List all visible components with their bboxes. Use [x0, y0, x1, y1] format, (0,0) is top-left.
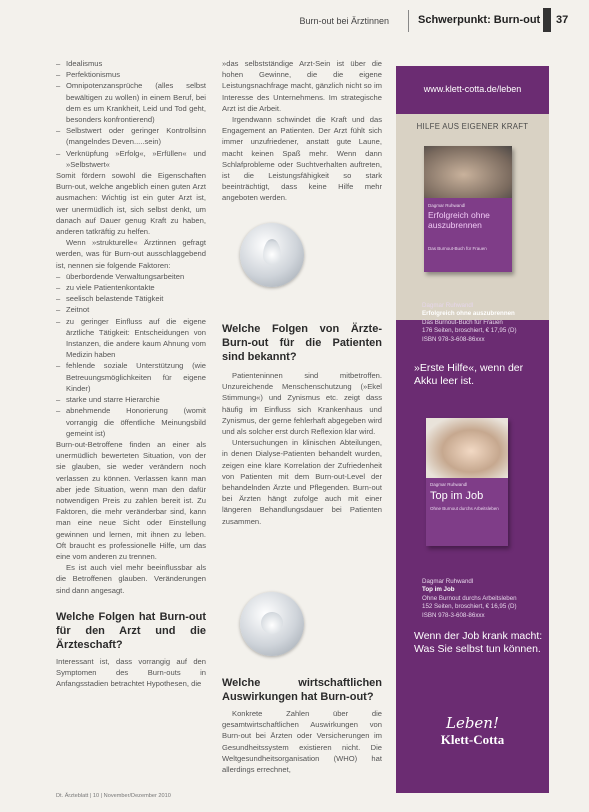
- list-item: – fehlende soziale Unterstützung (wie Betreuungsmöglichkeiten für eigene Kinder): [66, 360, 206, 394]
- section-heading: Welche wirtschaftlichen Auswirkungen hat Burn-out?: [222, 677, 382, 703]
- book-quote-1: »Erste Hilfe«, wenn der Akku leer ist.: [414, 362, 524, 387]
- text-column-2: [222, 58, 382, 204]
- book-title: Top im Job: [422, 586, 455, 594]
- section-heading: Welche Folgen hat Burn-out für den Arzt und die Ärzteschaft?: [56, 610, 206, 651]
- list-item: – abnehmende Honorierung (womit vorrangig die öffentliche Meinungsbild gemeint ist): [66, 405, 206, 439]
- paragraph: »das selbstständige Arzt-Sein ist über die hohen Gewinne, die die eigene Leistungsnachfrage macht, gänzlich nicht so im Interesse des Unternehmens. Im strategische Arzt ist die Arbeit.: [222, 59, 382, 113]
- book-isbn: ISBN 978-3-608-86xxx: [422, 335, 485, 343]
- paragraph: Patienteninnen sind mitbetroffen. Unzureichende Menschenschutzung (»Ekel Stimmung«) und Zynismus etc. zeigt dass häufig im Einfluss sich Krankenhaus und Zynismus, der gerne fehlerhaft abgegeben wird und als solcher erst durch Reflexion klar wird.: [222, 371, 382, 437]
- paragraph: Irgendwann schwindet die Kraft und das Engagement an Patienten. Der Arzt fühlt sich immer unzufriedener, anstatt gute Laune, macht keinen Spaß mehr. Wenn dann Schlafprobleme oder Suchtverhalten auftreten, ist die Leistungsfähigkeit so stark beeinträchtigt, dass keine Hilfe mehr angeboten werden.: [222, 115, 382, 203]
- list-item: – Selbstwert oder geringer Kontrollsinn (mangelndes Deven.....sein): [66, 125, 206, 147]
- circle-icon: [261, 612, 283, 634]
- book-subtitle: Ohne Burnout durchs Arbeitsleben: [422, 594, 517, 602]
- book-subtitle: Das Burnout-Buch für Frauen: [422, 318, 503, 326]
- ad-band-title: HILFE AUS EIGENER KRAFT: [416, 122, 529, 131]
- drop-badge-icon: [240, 223, 304, 287]
- book-title: Erfolgreich ohne auszubrennen: [422, 310, 515, 318]
- cover-author: Dagmar Ruhwandl: [428, 203, 466, 208]
- water-drop-icon: [263, 239, 281, 265]
- list-item: – überbordende Verwaltungsarbeiten: [66, 271, 206, 282]
- logo-script: Leben!: [445, 714, 499, 732]
- book-info-2: [422, 578, 542, 620]
- section-label: Burn-out bei Ärztinnen: [299, 16, 389, 26]
- list-item: – Zeitnot: [66, 304, 206, 315]
- paragraph: Wenn »strukturelle« Ärztinnen gefragt werden, was für Burn-out ausschlaggebend ist, nennen sie folgende Faktoren:: [56, 238, 206, 270]
- publisher-url[interactable]: www.klett-cotta.de/leben: [423, 84, 522, 94]
- page-number: 37: [556, 14, 569, 26]
- book-info-1: [422, 302, 542, 344]
- page-header: [0, 0, 589, 40]
- paragraph: Es ist auch viel mehr beeinflussbar als die Betroffenen glauben. Veränderungen sind dann angesagt.: [56, 563, 206, 595]
- book-cover-2[interactable]: [426, 418, 508, 546]
- list-item: – seelisch belastende Tätigkeit: [66, 293, 206, 304]
- paragraph: Konkrete Zahlen über die gesamtwirtschaftlichen Auswirkungen von Burn-out bei Ärzten oder Versicherungen im Gesundheitssystem existieren nicht. Die Weltgesundheitsorganisation (WHO) hat allerdings errechnet,: [222, 709, 382, 775]
- cover-photo: [424, 146, 512, 198]
- book-author: Dagmar Ruhwandl: [422, 578, 474, 585]
- list-item: – Omnipotenzansprüche (alles selbst bewältigen zu wollen) in einem Beruf, bei dem es um Krankheit, Leid und Tod geht, besonders konfrontierend): [66, 80, 206, 125]
- paragraph: Somit fördern sowohl die Eigenschaften Burn-out, welche angeblich einen guten Arzt ausmachen: Wichtig ist ein guter Arzt ist, wer unermüdlich ist, sich selbst denkt, um danach auf Dauer genug Kraft zu haben, anderen tatkräftig zu helfen.: [56, 171, 206, 237]
- factor-list-top: [56, 58, 206, 170]
- book-quote-2: Wenn der Job krank macht: Was Sie selbst tun können.: [414, 630, 543, 655]
- text-column-2-section-1: [222, 322, 382, 527]
- paragraph: Untersuchungen in klinischen Abteilungen, in denen Dialyse-Patienten behandelt wurden, zeigen eine klare Korrelation der Zufriedenheit von Patienten mit dem Burn-out-Level der behandelnden Ärzte und Pflegenden. Burn-out bei Ärzten hängt zufolge auch mit einer längeren Behandlungsdauer bei Patienten zusammen.: [222, 438, 382, 526]
- book-advertisement: [396, 66, 549, 793]
- cover-photo: [426, 418, 508, 478]
- header-divider: [408, 10, 409, 32]
- page-footer: Dt. Ärzteblatt | 10 | November/Dezember 2010: [56, 793, 171, 799]
- list-item: – Perfektionismus: [66, 69, 206, 80]
- list-item: – zu geringer Einfluss auf die eigene ärztliche Tätigkeit: Entscheidungen von Instanzen, die andere kaum Ahnung vom Medizin haben: [66, 316, 206, 361]
- book-details: 152 Seiten, broschiert, € 16,95 (D): [422, 603, 517, 611]
- book-details: 176 Seiten, broschiert, € 17,95 (D): [422, 327, 517, 335]
- cover-subtitle: Ohne Burnout durchs Arbeitsleben: [430, 506, 499, 511]
- factor-list-mid: [56, 271, 206, 439]
- list-item: – Verknüpfung »Erfolg«, »Erfüllen« und »Selbstwert«: [66, 148, 206, 170]
- header-marker: [543, 8, 551, 32]
- list-item: – starke und starre Hierarchie: [66, 394, 206, 405]
- book-isbn: ISBN 978-3-608-86xxx: [422, 611, 485, 619]
- list-item: – zu viele Patientenkontakte: [66, 282, 206, 293]
- text-column-2-section-2: [222, 676, 382, 775]
- paragraph: Burn-out-Betroffene finden an einer als unermüdlich bewerteten Situation, von der sie glauben, sie weder verändern noch verlassen zu können. Verlassen kann man aber jede Situation, wenn man den dafür notwendigen Preis zu zahlen bereit ist. Zu Faktoren, die mehr veränderbar sind, kann man eine neue Sicht oder Einstellung gewinnen und lernen, mit ihnen zu leben. Oft braucht es professionelle Hilfe, um das eine vom anderen zu trennen.: [56, 439, 206, 561]
- circle-badge-icon: [240, 592, 304, 656]
- list-item: – Idealismus: [66, 58, 206, 69]
- cover-author: Dagmar Ruhwandl: [430, 482, 468, 487]
- paragraph: Interessant ist, dass vorrangig auf den Symptomen des Burn-outs in Anfangsstadien betrachtet Hypothesen, die: [56, 656, 206, 689]
- cover-subtitle: Das Burnout-Buch für Frauen: [428, 246, 487, 251]
- cover-title: Erfolgreich ohne auszubrennen: [428, 210, 490, 230]
- text-column-1: [56, 58, 206, 689]
- topic-label: Schwerpunkt: Burn-out: [418, 14, 541, 26]
- cover-title: Top im Job: [430, 490, 484, 502]
- logo-brand: Klett-Cotta: [440, 732, 505, 747]
- book-cover-1[interactable]: [424, 146, 512, 272]
- publisher-logo: [396, 714, 549, 748]
- section-heading: Welche Folgen von Ärzte-Burn-out für die Patienten sind bekannt?: [222, 323, 382, 363]
- book-author: Dagmar Ruhwandl: [422, 302, 474, 309]
